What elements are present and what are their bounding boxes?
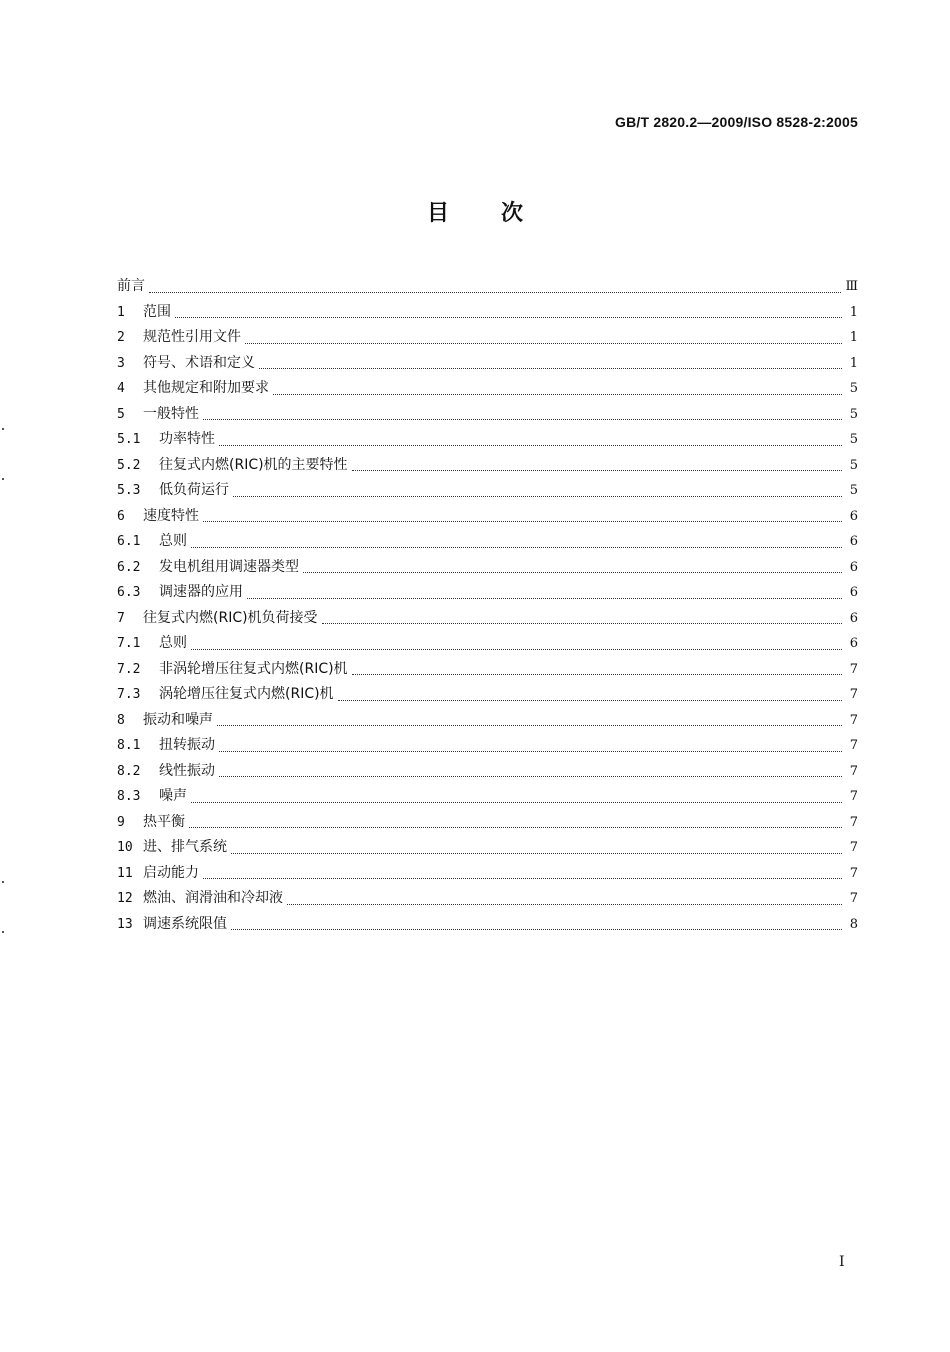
toc-entry-number: 8.2 — [117, 763, 141, 779]
toc-entry-title: 振动和噪声 — [143, 711, 213, 728]
toc-entry-title: 非涡轮增压往复式内燃(RIC)机 — [159, 660, 348, 677]
toc-entry-number: 6.2 — [117, 559, 141, 575]
scan-mark — [2, 881, 4, 883]
toc-entry[interactable] — [117, 402, 858, 428]
toc-entry-page: 8 — [849, 916, 858, 932]
toc-entry[interactable] — [117, 631, 858, 657]
toc-entry-title: 线性振动 — [159, 762, 215, 779]
toc-entry[interactable] — [117, 657, 858, 683]
toc-entry-title: 发电机组用调速器类型 — [159, 558, 299, 575]
toc-entry-number: 6.3 — [117, 585, 141, 600]
toc-entry-title: 功率特性 — [159, 431, 215, 447]
toc-entry-page: 5 — [849, 483, 858, 498]
toc-entry-number: 7.3 — [117, 687, 141, 702]
toc-entry-title: 速度特性 — [143, 507, 199, 524]
toc-entry[interactable] — [117, 861, 858, 887]
toc-entry-number: 8.3 — [117, 789, 141, 804]
toc-entry-page: 7 — [849, 763, 858, 779]
toc-entry-title: 一般特性 — [143, 405, 199, 422]
toc-entry-page: 6 — [849, 610, 858, 626]
scan-mark — [2, 478, 4, 480]
toc-entry[interactable] — [117, 376, 858, 402]
toc-dot-leader — [203, 418, 842, 420]
toc-entry[interactable] — [117, 886, 858, 912]
toc-entry-title: 噪声 — [159, 788, 187, 804]
toc-entry-title: 扭转振动 — [159, 737, 215, 753]
toc-dot-leader — [217, 724, 842, 726]
toc-entry-title: 启动能力 — [143, 864, 199, 881]
toc-entry-title: 燃油、润滑油和冷却液 — [143, 890, 283, 906]
toc-entry-page: 7 — [849, 738, 858, 753]
toc-entry-number: 4 — [117, 381, 125, 396]
toc-entry-number: 12 — [117, 891, 133, 906]
toc-entry-number: 5.1 — [117, 432, 141, 447]
toc-entry-page: 6 — [849, 508, 858, 524]
toc-entry[interactable] — [117, 274, 858, 300]
toc-entry[interactable] — [117, 325, 858, 351]
toc-entry-number: 10 — [117, 840, 133, 855]
toc-entry-page: 7 — [849, 891, 858, 906]
toc-dot-leader — [191, 801, 842, 803]
toc-entry-number: 9 — [117, 814, 125, 830]
toc-entry-page: 7 — [849, 840, 858, 855]
toc-entry-page: 7 — [849, 712, 858, 728]
toc-dot-leader — [322, 622, 842, 624]
toc-entry[interactable] — [117, 555, 858, 581]
toc-entry-page: 7 — [849, 687, 858, 702]
toc-dot-leader — [189, 826, 842, 828]
toc-entry-title: 热平衡 — [143, 813, 185, 830]
toc-entry[interactable] — [117, 453, 858, 479]
toc-entry-number: 2 — [117, 330, 125, 345]
toc-entry-page: 5 — [849, 457, 858, 473]
toc-dot-leader — [273, 393, 842, 395]
toc-entry[interactable] — [117, 478, 858, 504]
toc-dot-leader — [338, 699, 842, 701]
toc-entry-title: 其他规定和附加要求 — [143, 380, 269, 396]
toc-entry-page: 7 — [849, 789, 858, 804]
toc-entry-page: 6 — [849, 559, 858, 575]
page-number: I — [839, 1254, 845, 1270]
toc-entry-number: 5.3 — [117, 483, 141, 498]
toc-dot-leader — [191, 546, 842, 548]
toc-dot-leader — [245, 342, 842, 344]
toc-entry-title: 低负荷运行 — [159, 482, 229, 498]
toc-dot-leader — [259, 367, 842, 369]
toc-entry-page: 7 — [849, 865, 858, 881]
scan-mark — [2, 428, 4, 430]
toc-entry[interactable] — [117, 784, 858, 810]
scan-mark — [2, 931, 4, 933]
toc-dot-leader — [231, 928, 842, 930]
toc-dot-leader — [149, 291, 841, 293]
toc-dot-leader — [191, 648, 842, 650]
toc-dot-leader — [219, 750, 842, 752]
toc-dot-leader — [233, 495, 842, 497]
toc-entry[interactable] — [117, 351, 858, 377]
toc-entry-number: 7.1 — [117, 636, 141, 651]
toc-entry[interactable] — [117, 682, 858, 708]
toc-entry-number: 7 — [117, 610, 125, 626]
toc-dot-leader — [303, 571, 842, 573]
toc-entry-number: 8 — [117, 712, 125, 728]
toc-entry[interactable] — [117, 708, 858, 734]
toc-entry[interactable] — [117, 835, 858, 861]
toc-entry[interactable] — [117, 733, 858, 759]
toc-entry-title: 总则 — [159, 635, 187, 651]
toc-dot-leader — [175, 316, 842, 318]
toc-dot-leader — [203, 520, 842, 522]
toc-entry-number: 1 — [117, 304, 125, 320]
toc-entry[interactable] — [117, 529, 858, 555]
toc-dot-leader — [203, 877, 842, 879]
toc-entry-page: 5 — [849, 432, 858, 447]
toc-entry-page: 7 — [849, 814, 858, 830]
toc-entry-page: 6 — [849, 534, 858, 549]
toc-entry-number: 5.2 — [117, 457, 141, 473]
toc-entry-title: 规范性引用文件 — [143, 329, 241, 345]
toc-entry-page: 1 — [849, 304, 858, 320]
toc-entry-number: 5 — [117, 406, 125, 422]
toc-entry-title: 前言 — [117, 278, 145, 294]
toc-entry-page: 1 — [849, 355, 858, 371]
toc-dot-leader — [287, 903, 842, 905]
toc-entry-title: 往复式内燃(RIC)机负荷接受 — [143, 609, 318, 626]
toc-entry[interactable] — [117, 580, 858, 606]
toc-entry[interactable] — [117, 810, 858, 836]
toc-entry-title: 调速器的应用 — [159, 584, 243, 600]
toc-entry[interactable] — [117, 912, 858, 938]
toc-entry-number: 3 — [117, 355, 125, 371]
toc-entry-page: 7 — [849, 661, 858, 677]
toc-entry-page: 5 — [849, 406, 858, 422]
page-title: 目次 — [426, 201, 575, 226]
standard-code-header: GB/T 2820.2—2009/ISO 8528-2:2005 — [615, 114, 858, 130]
toc-entry[interactable] — [117, 504, 858, 530]
toc-entry-page: 6 — [849, 585, 858, 600]
toc-entry[interactable] — [117, 606, 858, 632]
toc-entry-title: 涡轮增压往复式内燃(RIC)机 — [159, 686, 334, 702]
table-of-contents — [117, 274, 858, 937]
toc-entry-title: 总则 — [159, 533, 187, 549]
toc-entry-number: 7.2 — [117, 661, 141, 677]
toc-entry-page: 5 — [849, 381, 858, 396]
toc-entry-number: 6 — [117, 508, 125, 524]
toc-dot-leader — [219, 444, 842, 446]
toc-entry-page: 1 — [849, 330, 858, 345]
toc-dot-leader — [247, 597, 842, 599]
toc-entry-number: 6.1 — [117, 534, 141, 549]
toc-entry-number: 8.1 — [117, 738, 141, 753]
toc-entry[interactable] — [117, 300, 858, 326]
toc-entry-number: 13 — [117, 916, 133, 932]
toc-dot-leader — [352, 673, 842, 675]
toc-entry-title: 往复式内燃(RIC)机的主要特性 — [159, 456, 348, 473]
toc-entry[interactable] — [117, 759, 858, 785]
toc-dot-leader — [352, 469, 842, 471]
toc-entry-page: 6 — [849, 636, 858, 651]
toc-dot-leader — [231, 852, 842, 854]
toc-entry-number: 11 — [117, 865, 133, 881]
toc-entry-title: 范围 — [143, 303, 171, 320]
toc-entry[interactable] — [117, 427, 858, 453]
toc-entry-title: 调速系统限值 — [143, 915, 227, 932]
toc-entry-page: Ⅲ — [845, 279, 858, 294]
toc-entry-title: 进、排气系统 — [143, 839, 227, 855]
toc-dot-leader — [219, 775, 842, 777]
toc-entry-title: 符号、术语和定义 — [143, 354, 255, 371]
